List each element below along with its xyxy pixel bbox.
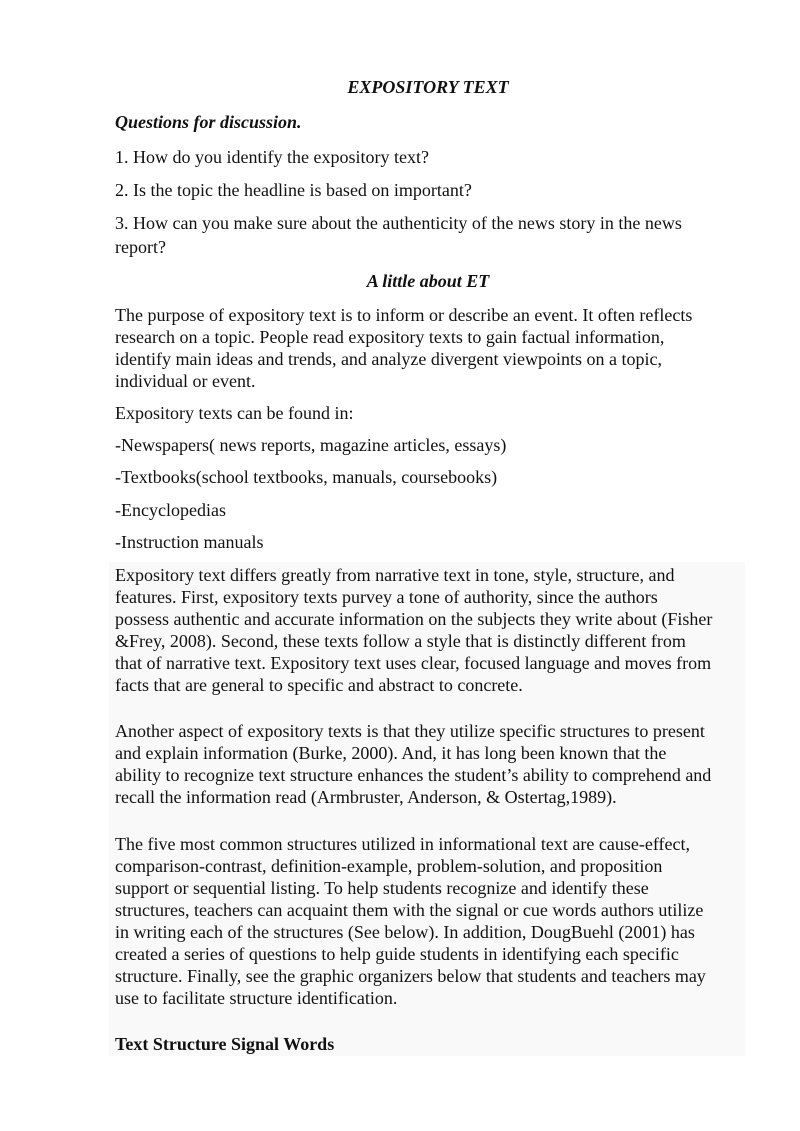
paragraph-2-line: and explain information (Burke, 2000). And, it has long been known that the (115, 743, 667, 763)
paragraph-1-line: that of narrative text. Expository text uses clear, focused language and moves from (115, 653, 712, 673)
question-3: 3. How can you make sure about the authenticity of the news story in the news (115, 213, 682, 233)
paragraph-3-line: created a series of questions to help guide students in identifying each specific (115, 944, 679, 964)
paragraph-3-line: comparison-contrast, definition-example, problem-solution, and proposition (115, 856, 663, 876)
page-title: EXPOSITORY TEXT (347, 77, 509, 97)
paragraph-1-line: &Frey, 2008). Second, these texts follow a style that is distinctly different from (115, 631, 686, 651)
question-1: 1. How do you identify the expository text? (115, 147, 429, 167)
paragraph-2-line: Another aspect of expository texts is that they utilize specific structures to present (115, 721, 705, 741)
paragraph-1-line: facts that are general to specific and abstract to concrete. (115, 675, 523, 695)
found-in-item: -Textbooks(school textbooks, manuals, coursebooks) (115, 467, 498, 487)
paragraph-3-line: support or sequential listing. To help students recognize and identify these (115, 878, 649, 898)
found-in-label: Expository texts can be found in: (115, 403, 354, 423)
found-in-item: -Newspapers( news reports, magazine articles, essays) (115, 435, 507, 455)
paragraph-3-line: in writing each of the structures (See below). In addition, DougBuehl (2001) has (115, 922, 695, 942)
question-2: 2. Is the topic the headline is based on important? (115, 180, 472, 200)
section-subtitle: A little about ET (366, 271, 490, 291)
found-in-item: -Instruction manuals (115, 532, 264, 552)
paragraph-2-line: recall the information read (Armbruster, Anderson, & Ostertag,1989). (115, 787, 617, 807)
question-3-continued: report? (115, 237, 166, 257)
intro-line: identify main ideas and trends, and analyze divergent viewpoints on a topic, (115, 349, 663, 369)
intro-line: individual or event. (115, 371, 256, 391)
paragraph-3-line: structures, teachers can acquaint them with the signal or cue words authors utilize (115, 900, 704, 920)
paragraph-3-line: The five most common structures utilized in informational text are cause-effect, (115, 834, 690, 854)
paragraph-3-line: use to facilitate structure identification. (115, 988, 398, 1008)
paragraph-3-line: structure. Finally, see the graphic organizers below that students and teachers may (115, 966, 706, 986)
questions-heading: Questions for discussion. (115, 112, 302, 132)
paragraph-1-line: features. First, expository texts purvey a tone of authority, since the authors (115, 587, 658, 607)
paragraph-1-line: Expository text differs greatly from narrative text in tone, style, structure, and (115, 565, 675, 585)
section-heading-signal-words: Text Structure Signal Words (115, 1034, 335, 1054)
intro-line: The purpose of expository text is to inform or describe an event. It often reflects (115, 305, 693, 325)
paragraph-1-line: possess authentic and accurate information on the subjects they write about (Fisher (115, 609, 713, 629)
intro-line: research on a topic. People read expository texts to gain factual information, (115, 327, 665, 347)
found-in-item: -Encyclopedias (115, 500, 226, 520)
paragraph-2-line: ability to recognize text structure enhances the student’s ability to comprehend and (115, 765, 712, 785)
